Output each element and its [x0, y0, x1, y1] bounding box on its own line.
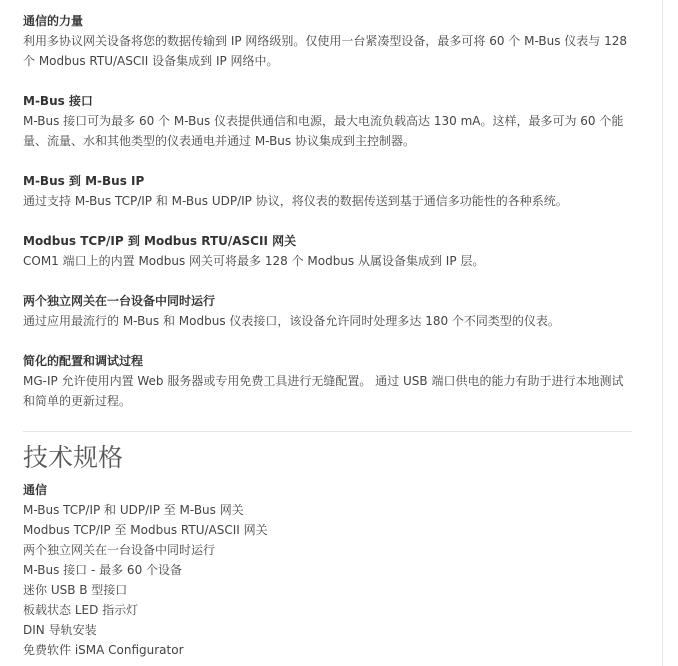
spec-item: Modbus TCP/IP 至 Modbus RTU/ASCII 网关 — [23, 523, 268, 537]
spec-item: M-Bus 接口 - 最多 60 个设备 — [23, 563, 183, 577]
feature-title: M-Bus 接口 — [23, 94, 93, 108]
feature-communication-power — [23, 11, 635, 71]
feature-body: 利用多协议网关设备将您的数据传输到 IP 网络级别。仅使用一台紧凑型设备，最多可将 60 个 M-Bus 仪表与 128 个 Modbus RTU/ASCII 设备集成到 IP 网络中。 — [23, 34, 627, 68]
feature-title: M-Bus 到 M-Bus IP — [23, 174, 145, 188]
page-right-border — [662, 0, 663, 666]
spec-item: 板载状态 LED 指示灯 — [23, 603, 139, 617]
feature-body: 通过应用最流行的 M-Bus 和 Modbus 仪表接口，该设备允许同时处理多达 180 个不同类型的仪表。 — [23, 314, 560, 328]
section-divider — [23, 431, 632, 432]
spec-item: M-Bus TCP/IP 和 UDP/IP 至 M-Bus 网关 — [23, 503, 244, 517]
feature-title: 通信的力量 — [23, 14, 84, 28]
feature-dual-gateway — [23, 291, 635, 331]
feature-body: 通过支持 M-Bus TCP/IP 和 M-Bus UDP/IP 协议，将仪表的数据传送到基于通信多功能性的各种系统。 — [23, 194, 568, 208]
specs-subtitle: 通信 — [23, 483, 48, 497]
spec-item: DIN 导轨安装 — [23, 623, 97, 637]
feature-simplified-config — [23, 351, 635, 411]
feature-body: M-Bus 接口可为最多 60 个 M-Bus 仪表提供通信和电源，最大电流负载高达 130 mA。这样，最多可为 60 个能量、流量、水和其他类型的仪表通电并通过 M-Bus 协议集成到主控制器。 — [23, 114, 624, 148]
feature-title: 简化的配置和调试过程 — [23, 354, 144, 368]
feature-body: COM1 端口上的内置 Modbus 网关可将最多 128 个 Modbus 从属设备集成到 IP 层。 — [23, 254, 485, 268]
spec-item: 两个独立网关在一台设备中同时运行 — [23, 543, 216, 557]
specs-list — [23, 500, 635, 660]
feature-mbus-interface — [23, 91, 635, 151]
product-description — [23, 11, 635, 660]
feature-title: Modbus TCP/IP 到 Modbus RTU/ASCII 网关 — [23, 234, 297, 248]
spec-item: 迷你 USB B 型接口 — [23, 583, 128, 597]
feature-mbus-to-mbus-ip — [23, 171, 635, 211]
feature-body: MG-IP 允许使用内置 Web 服务器或专用免费工具进行无缝配置。 通过 USB 端口供电的能力有助于进行本地测试和简单的更新过程。 — [23, 374, 624, 408]
feature-modbus-gateway — [23, 231, 635, 271]
feature-title: 两个独立网关在一台设备中同时运行 — [23, 294, 216, 308]
specs-heading: 技术规格 — [23, 443, 124, 472]
spec-item: 免费软件 iSMA Configurator — [23, 643, 184, 657]
